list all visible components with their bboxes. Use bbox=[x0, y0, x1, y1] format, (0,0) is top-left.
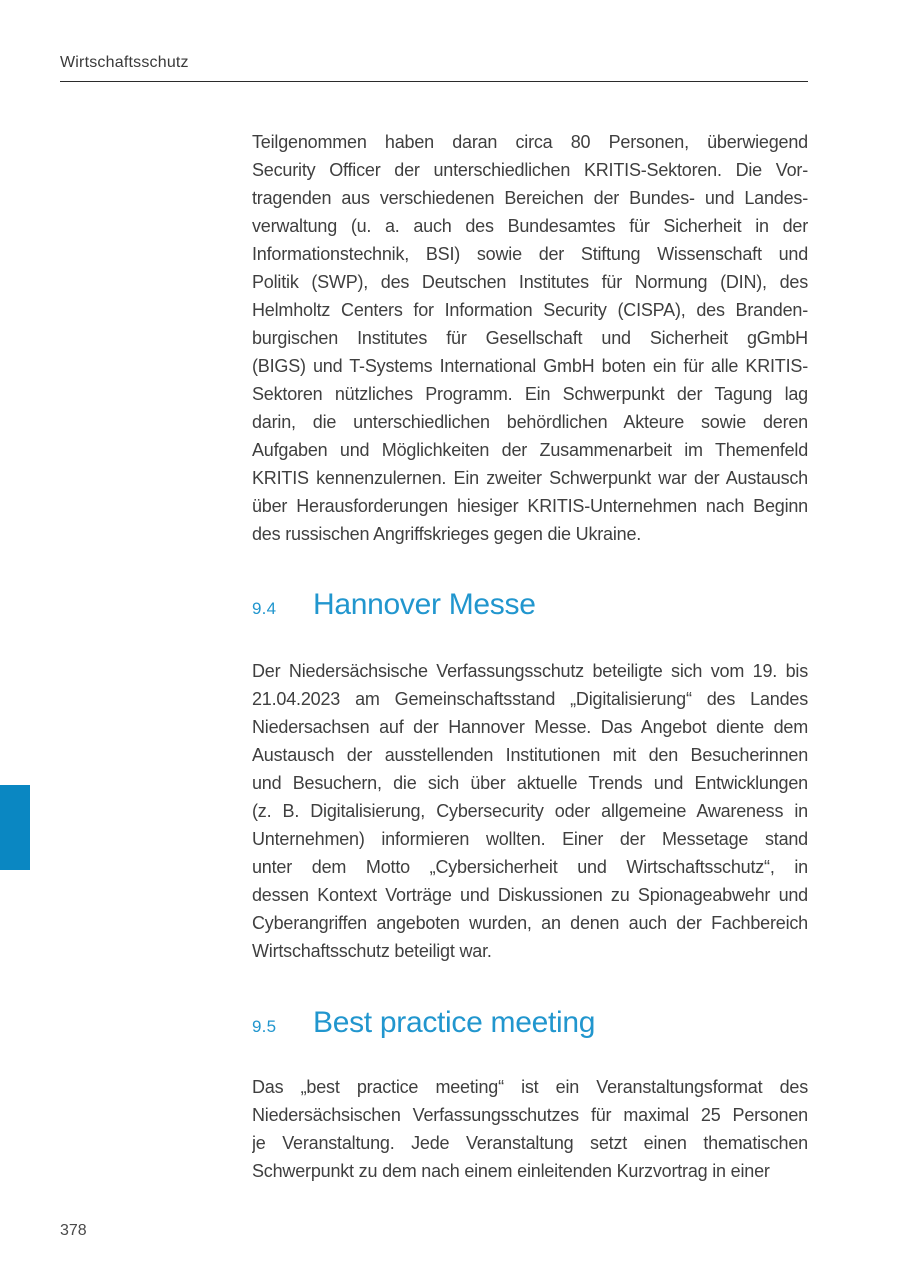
text-line: (z. B. Digitalisierung, Cybersecurity oder allgemeine Awareness in bbox=[252, 801, 808, 821]
paragraph-best-practice-meeting bbox=[252, 1073, 808, 1185]
page-number: 378 bbox=[60, 1222, 87, 1239]
text-line: des russischen Angriffskrieges gegen die Ukraine. bbox=[252, 524, 642, 544]
text-line: darin, die unterschiedlichen behördlichen Akteure sowie deren bbox=[252, 412, 808, 432]
margin-marker bbox=[0, 785, 30, 870]
paragraph-hannover-messe bbox=[252, 657, 808, 965]
text-line: Cyberangriffen angeboten wurden, an denen auch der Fachbereich bbox=[252, 913, 808, 933]
page-content bbox=[252, 0, 808, 1276]
section-heading-9-5 bbox=[252, 1006, 808, 1040]
text-line: Aufgaben und Möglichkeiten der Zusammenarbeit im Themenfeld bbox=[252, 440, 808, 460]
text-line: unter dem Motto „Cybersicherheit und Wirtschaftsschutz“, in bbox=[252, 857, 808, 877]
text-line: KRITIS kennenzulernen. Ein zweiter Schwerpunkt war der Austausch bbox=[252, 468, 808, 488]
text-line: verwaltung (u. a. auch des Bundesamtes für Sicherheit in der bbox=[252, 216, 808, 236]
text-line: dessen Kontext Vorträge und Diskussionen zu Spionageabwehr und bbox=[252, 885, 808, 905]
section-number: 9.5 bbox=[252, 1017, 277, 1036]
text-line: Helmholtz Centers for Information Security (CISPA), des Branden- bbox=[252, 300, 808, 320]
section-title: Hannover Messe bbox=[313, 588, 536, 621]
text-line: Security Officer der unterschiedlichen KRITIS-Sektoren. Die Vor- bbox=[252, 160, 808, 180]
text-line: über Herausforderungen hiesiger KRITIS-Unternehmen nach Beginn bbox=[252, 496, 808, 516]
text-line: Der Niedersächsische Verfassungsschutz beteiligte sich vom 19. bis bbox=[252, 661, 808, 681]
text-line: Sektoren nützliches Programm. Ein Schwerpunkt der Tagung lag bbox=[252, 384, 808, 404]
paragraph-kritis-tagung bbox=[252, 128, 808, 548]
text-line: tragenden aus verschiedenen Bereichen der Bundes- und Landes- bbox=[252, 188, 808, 208]
section-number: 9.4 bbox=[252, 599, 277, 618]
text-line: Politik (SWP), des Deutschen Institutes für Normung (DIN), des bbox=[252, 272, 808, 292]
text-line: (BIGS) und T-Systems International GmbH boten ein für alle KRITIS- bbox=[252, 356, 808, 376]
text-line: 21.04.2023 am Gemeinschaftsstand „Digitalisierung“ des Landes bbox=[252, 689, 808, 709]
text-line: Niedersächsischen Verfassungsschutzes für maximal 25 Personen bbox=[252, 1105, 808, 1125]
text-line: und Besuchern, die sich über aktuelle Trends und Entwicklungen bbox=[252, 773, 808, 793]
text-line: Informationstechnik, BSI) sowie der Stiftung Wissenschaft und bbox=[252, 244, 808, 264]
text-line: burgischen Institutes für Gesellschaft und Sicherheit gGmbH bbox=[252, 328, 808, 348]
text-line: Teilgenommen haben daran circa 80 Personen, überwiegend bbox=[252, 132, 808, 152]
text-line: Austausch der ausstellenden Institutionen mit den Besucherinnen bbox=[252, 745, 808, 765]
text-line: je Veranstaltung. Jede Veranstaltung setzt einen thematischen bbox=[252, 1133, 808, 1153]
text-line: Niedersachsen auf der Hannover Messe. Das Angebot diente dem bbox=[252, 717, 808, 737]
running-header: Wirtschaftsschutz bbox=[60, 54, 189, 71]
text-line: Wirtschaftsschutz beteiligt war. bbox=[252, 941, 492, 961]
text-line: Schwerpunkt zu dem nach einem einleitenden Kurzvortrag in einer bbox=[252, 1161, 770, 1181]
text-line: Unternehmen) informieren wollten. Einer der Messetage stand bbox=[252, 829, 808, 849]
section-heading-9-4 bbox=[252, 588, 808, 622]
section-title: Best practice meeting bbox=[313, 1006, 596, 1039]
text-line: Das „best practice meeting“ ist ein Veranstaltungsformat des bbox=[252, 1077, 808, 1097]
